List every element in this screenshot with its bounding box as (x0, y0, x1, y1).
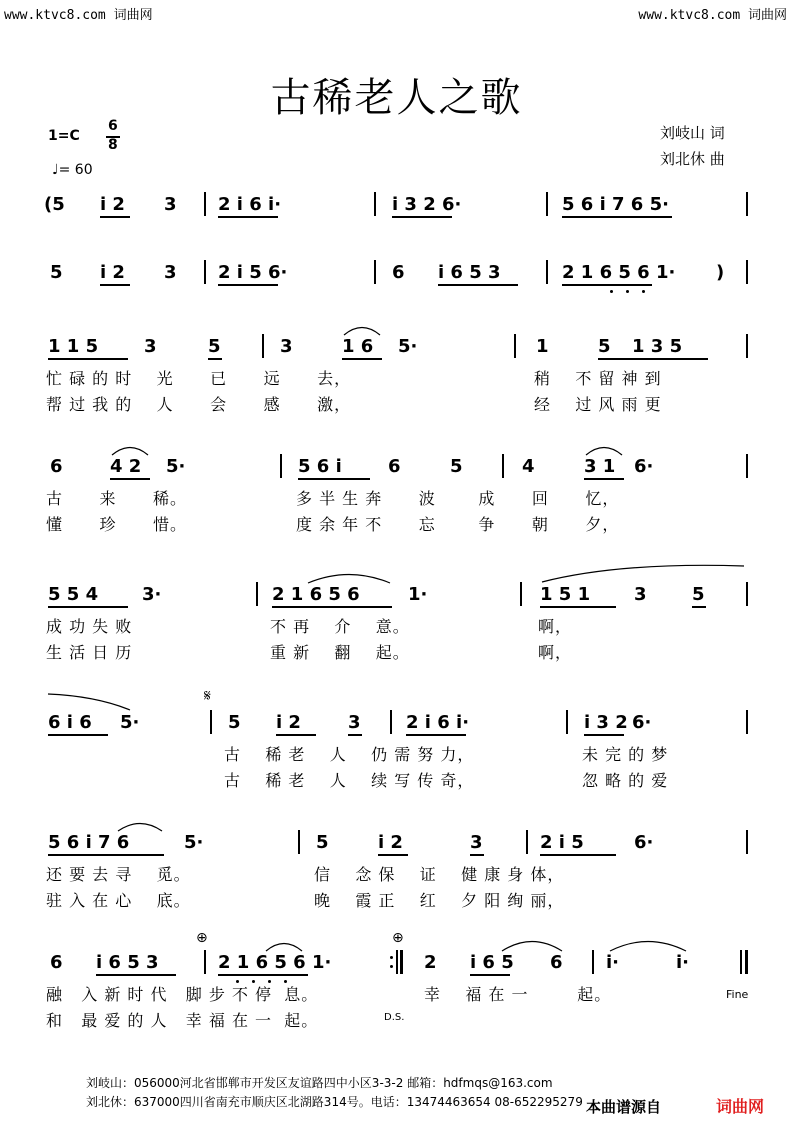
note-group: 3 (144, 336, 157, 357)
barline (546, 260, 548, 284)
underline (598, 358, 708, 360)
final-barline (740, 950, 742, 974)
note-group: 4 (522, 456, 535, 477)
time-signature-top: 6 (108, 118, 118, 134)
note-group: 5 (208, 336, 221, 357)
underline (540, 854, 616, 856)
time-signature-bottom: 8 (108, 137, 118, 153)
note-group: i· (676, 952, 690, 973)
barline (390, 710, 392, 734)
lyric-verse-1: 不 再 介 意。 (270, 617, 410, 636)
lyric-verse-2: 驻 入 在 心 底。 (46, 891, 191, 910)
slur (116, 818, 164, 832)
note-group: 2 1 6 5 6 1· (218, 952, 332, 973)
underline (96, 974, 176, 976)
lyric-coda: 幸 福 在 一 起。 (424, 985, 612, 1004)
note-group: 6 (50, 456, 63, 477)
note-group: 6· (634, 832, 654, 853)
underline (540, 606, 616, 608)
slur (342, 322, 382, 336)
underline (584, 734, 624, 736)
note-group: 5 (316, 832, 329, 853)
lyricist-credit: 刘岐山 词 (660, 124, 725, 142)
note-group: 1 3 5 (632, 336, 683, 357)
barline (746, 710, 748, 734)
slur (306, 570, 392, 584)
note-group: 3 (280, 336, 293, 357)
underline (48, 358, 128, 360)
slur (608, 936, 688, 952)
lyric-verse-2: 啊， (538, 643, 573, 662)
lyric-verse-2: 晚 霞 正 红 夕 阳 绚 丽， (314, 891, 565, 910)
lyric-verse-1: 信 念 保 证 健 康 身 体， (314, 865, 565, 884)
note-group: 2 i 6 i· (406, 712, 470, 733)
note-group: 2 (424, 952, 437, 973)
closing-paren: ) (716, 262, 725, 283)
barline (262, 334, 264, 358)
note-group: 1 1 5 (48, 336, 99, 357)
note-group: 6· (634, 456, 654, 477)
tie-from-previous-line (46, 690, 132, 712)
note-group: i 2 (100, 262, 125, 283)
barline (374, 192, 376, 216)
underline (378, 854, 408, 856)
note-group: i 6 5 3 (96, 952, 159, 973)
note-group: 3 (164, 194, 177, 215)
underline (692, 606, 706, 608)
ds-marking: D.S. (384, 1012, 405, 1023)
underline (272, 606, 392, 608)
note-group: i 2 (276, 712, 301, 733)
header-url-right[interactable]: www.ktvc8.com 词曲网 (638, 8, 787, 23)
underline (348, 734, 362, 736)
note-group: 5 6 i (298, 456, 342, 477)
note-group: 6 i 6 (48, 712, 92, 733)
underline (342, 358, 382, 360)
barline (746, 260, 748, 284)
underline (48, 854, 164, 856)
barline (374, 260, 376, 284)
lyric-verse-1: 忙 碌 的 时 光 已 远 去， (46, 369, 352, 388)
underline (276, 734, 316, 736)
barline (502, 454, 504, 478)
note-group: 5 (228, 712, 241, 733)
lyric-verse-2: 帮 过 我 的 人 会 感 激， (46, 395, 352, 414)
lyric-verse-2: 度 余 年 不 忘 争 朝 夕， (296, 515, 620, 534)
tempo-marking: ♩= 60 (52, 162, 93, 178)
underline (100, 284, 130, 286)
segno-icon: 𝄋 (204, 686, 211, 705)
note-group: 2 i 6 i· (218, 194, 282, 215)
note-group: 5 5 4 (48, 584, 99, 605)
note-group: 5· (184, 832, 204, 853)
note-group: 1 6 (342, 336, 374, 357)
note-group: 5 6 i 7 6 (48, 832, 130, 853)
note-group: i 2 (378, 832, 403, 853)
barline (280, 454, 282, 478)
note-group: 1 (536, 336, 549, 357)
repeat-dot (390, 965, 393, 968)
underline (100, 216, 130, 218)
barline (204, 192, 206, 216)
underline (218, 974, 308, 976)
underline (470, 974, 510, 976)
lyric-verse-2: 和 最 爱 的 人 幸 福 在 一 起。 (46, 1011, 319, 1030)
barline (746, 830, 748, 854)
lyric-verse-1: 融 入 新 时 代 脚 步 不 停 息。 (46, 985, 319, 1004)
key-signature: 1=C (48, 128, 80, 144)
note-group: 3 (634, 584, 647, 605)
barline (256, 582, 258, 606)
note-group: 1· (408, 584, 428, 605)
slur (584, 442, 624, 456)
note-group: 5 (692, 584, 705, 605)
footer-contact-lyricist: 刘岐山：056000河北省邯郸市开发区友谊路四中小区3-3-2 邮箱：hdfmqs@163.com (86, 1076, 553, 1090)
barline (298, 830, 300, 854)
barline (746, 192, 748, 216)
underline (470, 854, 484, 856)
note-group: 2 i 5 (540, 832, 584, 853)
page-title: 古稀老人之歌 (270, 75, 523, 121)
note-group: 6 (50, 952, 63, 973)
lyric-verse-1: 古 来 稀。 (46, 489, 188, 508)
note-group: 6· (632, 712, 652, 733)
barline (204, 260, 206, 284)
barline (526, 830, 528, 854)
note-group: i 6 5 3 (438, 262, 501, 283)
barline (546, 192, 548, 216)
lyric-verse-1: 稍 不 留 神 到 (534, 369, 662, 388)
header-url-left[interactable]: www.ktvc8.com 词曲网 (4, 8, 153, 23)
underline (562, 284, 652, 286)
underline (208, 358, 222, 360)
barline (746, 334, 748, 358)
lyric-verse-2: 忽 略 的 爱 (582, 771, 669, 790)
underline (562, 216, 672, 218)
low-octave-dot (642, 290, 645, 293)
final-barline-thick (745, 950, 748, 974)
composer-credit: 刘北休 曲 (660, 150, 725, 168)
slur (264, 938, 304, 952)
low-octave-dot (610, 290, 613, 293)
lyric-verse-1: 古 稀 老 人 仍 需 努 力， (224, 745, 475, 764)
barline (204, 950, 206, 974)
low-octave-dot (626, 290, 629, 293)
note-group: 2 i 5 6· (218, 262, 288, 283)
lyric-verse-2: 生 活 日 历 (46, 643, 133, 662)
note-group: 3 1 (584, 456, 616, 477)
repeat-dot (390, 956, 393, 959)
barline (592, 950, 594, 974)
coda-icon: ⊕ (392, 930, 404, 946)
note-group: 3· (142, 584, 162, 605)
note-group: 5· (166, 456, 186, 477)
fine-marking: Fine (726, 988, 749, 1001)
barline (746, 582, 748, 606)
note-group: 1 5 1 (540, 584, 591, 605)
note-group: 4 2 (110, 456, 142, 477)
barline (210, 710, 212, 734)
note-group: i 3 2 6· (392, 194, 462, 215)
coda-icon: ⊕ (196, 930, 208, 946)
lyric-verse-1: 还 要 去 寻 觅。 (46, 865, 191, 884)
slur (110, 442, 150, 456)
underline (218, 216, 278, 218)
underline (584, 478, 624, 480)
note-group: i· (606, 952, 620, 973)
footer-contact-composer: 刘北休：637000四川省南充市顺庆区北湖路314号。电话：13474463654 08-652295279 (86, 1095, 583, 1109)
note-group: 6 (388, 456, 401, 477)
underline (48, 734, 108, 736)
note-group: (5 (44, 194, 65, 215)
barline (746, 454, 748, 478)
underline (392, 216, 452, 218)
note-group: 5 6 i 7 6 5· (562, 194, 669, 215)
note-group: 2 1 6 5 6 (272, 584, 360, 605)
underline (218, 284, 278, 286)
lyric-verse-2: 重 新 翻 起。 (270, 643, 410, 662)
barline-repeat-thick (400, 950, 403, 974)
note-group: 5 (450, 456, 463, 477)
note-group: 5 (598, 336, 611, 357)
note-group: 5 (50, 262, 63, 283)
lyric-verse-1: 未 完 的 梦 (582, 745, 669, 764)
lyric-verse-2: 古 稀 老 人 续 写 传 奇， (224, 771, 475, 790)
note-group: 3 (470, 832, 483, 853)
lyric-verse-1: 啊， (538, 617, 573, 636)
lyric-verse-1: 成 功 失 败 (46, 617, 133, 636)
barline (514, 334, 516, 358)
note-group: 2 1 6 5 6 1· (562, 262, 676, 283)
note-group: i 3 2 (584, 712, 628, 733)
barline (566, 710, 568, 734)
tie-to-next-line (540, 560, 746, 584)
underline (406, 734, 466, 736)
barline (520, 582, 522, 606)
source-badge-site[interactable]: 词曲网 (716, 1097, 765, 1116)
note-group: 6 (392, 262, 405, 283)
note-group: 3 (164, 262, 177, 283)
lyric-verse-2: 懂 珍 惜。 (46, 515, 188, 534)
note-group: 6 (550, 952, 563, 973)
note-group: 5· (120, 712, 140, 733)
underline (110, 478, 150, 480)
note-group: i 6 5 (470, 952, 514, 973)
note-group: 3 (348, 712, 361, 733)
lyric-verse-2: 经 过 风 雨 更 (534, 395, 662, 414)
underline (438, 284, 518, 286)
slur (500, 936, 564, 952)
underline (298, 478, 370, 480)
lyric-verse-1: 多 半 生 奔 波 成 回 忆， (296, 489, 620, 508)
underline (48, 606, 128, 608)
note-group: 5· (398, 336, 418, 357)
source-badge: 本曲谱源自 (586, 1098, 662, 1116)
note-group: i 2 (100, 194, 125, 215)
barline-repeat (396, 950, 398, 974)
